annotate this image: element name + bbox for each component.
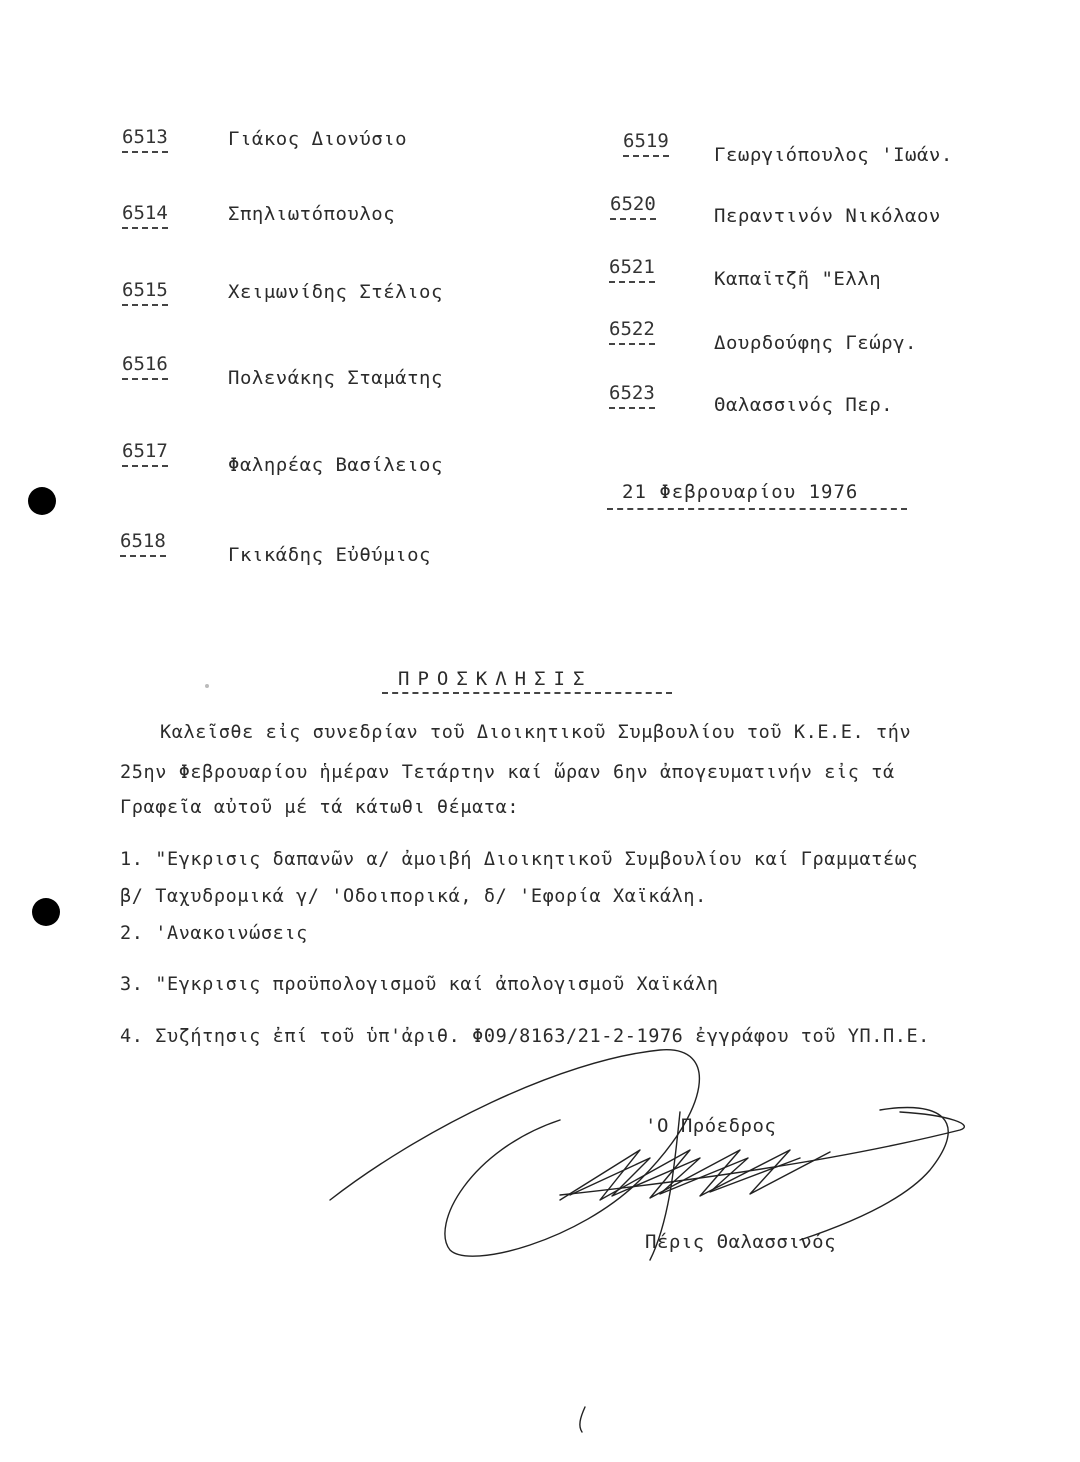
page-title: ΠΡΟΣΚΛΗΣΙΣ [398, 668, 593, 690]
paper-speck [205, 684, 209, 688]
member-number: 6516 [122, 353, 168, 380]
signatory-role: 'Ο Πρόεδρος [645, 1115, 777, 1137]
member-number: 6520 [610, 193, 656, 220]
member-number: 6515 [122, 279, 168, 306]
member-name: Χειμωνίδης Στέλιος [228, 281, 443, 303]
member-name: Γκικάδης Εὐθύμιος [228, 544, 431, 566]
signatory-name: Πέρις Θαλασσινός [645, 1231, 837, 1253]
member-number: 6522 [609, 318, 655, 345]
member-number: 6523 [609, 382, 655, 409]
agenda-item: 3. "Εγκρισις προϋπολογισμοῦ καί ἀπολογισμοῦ Χαϊκάλη [120, 974, 719, 995]
agenda-item: 1. "Εγκρισις δαπανῶν α/ ἀμοιβή Διοικητικοῦ Συμβουλίου καί Γραμματέως [120, 849, 919, 870]
date-underline [607, 508, 907, 510]
invitation-text-line: Γραφεῖα αὐτοῦ μέ τά κάτωθι θέματα: [120, 797, 520, 818]
agenda-item-continuation: β/ Ταχυδρομικά γ/ 'Οδοιπορικά, δ/ 'Εφορία Χαϊκάλη. [120, 886, 707, 907]
member-number: 6513 [122, 126, 168, 153]
member-number: 6518 [120, 530, 166, 557]
punch-hole-top [28, 487, 56, 515]
member-name: Γεωργιόπουλος 'Ιωάν. [714, 144, 953, 166]
member-name: Γιάκος Διονύσιο [228, 128, 408, 150]
agenda-item: 2. 'Ανακοινώσεις [120, 923, 308, 944]
member-number: 6514 [122, 202, 168, 229]
invitation-text-line: Καλεῖσθε εἰς συνεδρίαν τοῦ Διοικητικοῦ Συμβουλίου τοῦ Κ.Ε.Ε. τήν [160, 722, 912, 743]
member-name: Πολενάκης Σταμάτης [228, 367, 443, 389]
member-number: 6519 [623, 130, 669, 157]
invitation-text-line: 25ην Φεβρουαρίου ἡμέραν Τετάρτην καί ὥραν 6ην ἀπογευματινήν εἰς τά [120, 762, 895, 783]
member-number: 6517 [122, 440, 168, 467]
title-underline [382, 692, 672, 694]
document-date: 21 Φεβρουαρίου 1976 [622, 481, 859, 503]
agenda-item: 4. Συζήτησις ἐπί τοῦ ὑπ'ἀριθ. Φ09/8163/21-2-1976 ἐγγράφου τοῦ ΥΠ.Π.Ε. [120, 1026, 930, 1047]
member-name: Περαντινόν Νικόλαον [714, 205, 941, 227]
member-name: Καπαϊτζῆ "Ελλη [714, 268, 882, 290]
member-number: 6521 [609, 256, 655, 283]
member-name: Θαλασσινός Περ. [714, 394, 894, 416]
punch-hole-bottom [32, 898, 60, 926]
member-name: Δουρδούφης Γεώργ. [714, 332, 917, 354]
member-name: Σπηλιωτόπουλος [228, 203, 396, 225]
member-name: Φαληρέας Βασίλειος [228, 454, 443, 476]
